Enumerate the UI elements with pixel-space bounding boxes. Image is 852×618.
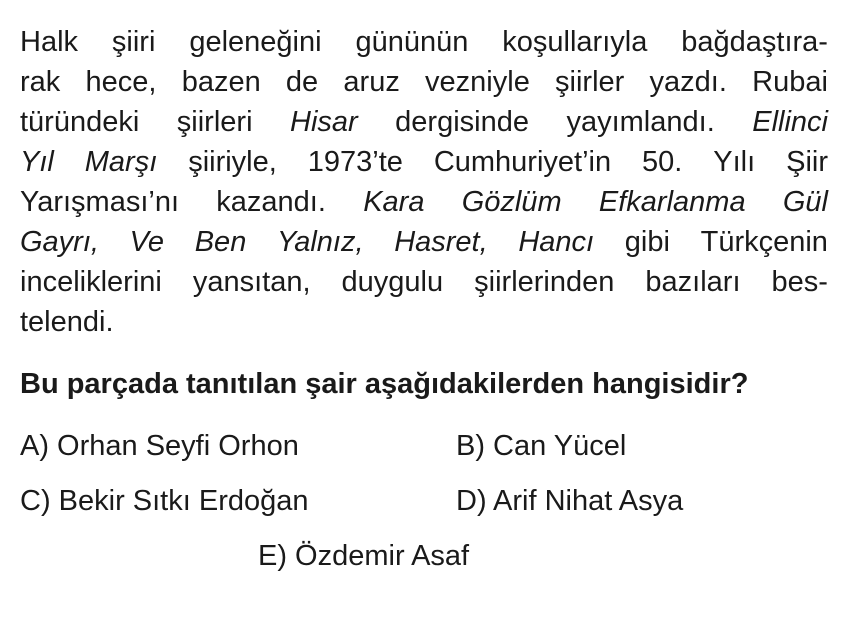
word: hece, — [85, 66, 157, 98]
word: 1973’te — [307, 146, 403, 178]
word: Şiir — [786, 146, 828, 178]
word: Yılı — [713, 146, 756, 178]
italic-word: Gül — [782, 186, 828, 218]
word: geleneğini — [189, 26, 322, 58]
word: bazen — [181, 66, 261, 98]
passage-line — [20, 102, 828, 142]
word: Rubai — [752, 66, 828, 98]
passage-line — [20, 182, 828, 222]
italic-word: Gözlüm — [461, 186, 562, 218]
word: koşullarıyla — [502, 26, 648, 58]
italic-word: Hisar — [290, 106, 358, 138]
italic-word: Hancı — [518, 226, 595, 258]
option-c[interactable]: C) Bekir Sıtkı Erdoğan — [20, 485, 309, 517]
word: dergisinde — [395, 106, 529, 138]
italic-word: Gayrı, — [20, 226, 99, 258]
italic-word: Hasret, — [394, 226, 488, 258]
italic-word: Ellinci — [752, 106, 828, 138]
italic-word: Yıl — [20, 146, 54, 178]
word: telendi. — [20, 306, 114, 338]
word: inceliklerini — [20, 266, 162, 298]
word: duygulu — [341, 266, 444, 298]
word: şiirlerinden — [474, 266, 615, 298]
word: Yarışması’nı — [20, 186, 180, 218]
word: de — [285, 66, 319, 98]
word: şiirler — [555, 66, 625, 98]
word: bağdaştıra- — [681, 26, 828, 58]
option-b[interactable]: B) Can Yücel — [456, 430, 627, 462]
word: Türkçenin — [700, 226, 828, 258]
word: bes- — [771, 266, 828, 298]
word: yansıtan, — [192, 266, 311, 298]
option-a[interactable]: A) Orhan Seyfi Orhon — [20, 430, 299, 462]
italic-word: Ben — [194, 226, 247, 258]
word: Halk — [20, 26, 79, 58]
word: şiiriyle, — [188, 146, 277, 178]
italic-word: Ve — [129, 226, 165, 258]
question-text: Bu parçada tanıtılan şair aşağıdakilerden hangisidir? — [20, 368, 749, 400]
word: bazıları — [645, 266, 741, 298]
word: türündeki — [20, 106, 140, 138]
passage-line — [20, 22, 828, 62]
italic-word: Yalnız, — [277, 226, 364, 258]
word: 50. — [642, 146, 683, 178]
passage-line — [20, 222, 828, 262]
passage-text — [20, 22, 828, 342]
option-d[interactable]: D) Arif Nihat Asya — [456, 485, 684, 517]
word: yazdı. — [649, 66, 727, 98]
word: kazandı. — [216, 186, 326, 218]
italic-word: Efkarlanma — [598, 186, 746, 218]
word: yayımlandı. — [566, 106, 715, 138]
word: vezniyle — [425, 66, 530, 98]
word: Cumhuriyet’in — [433, 146, 612, 178]
word: rak — [20, 66, 61, 98]
word: aruz — [343, 66, 400, 98]
italic-word: Kara — [363, 186, 425, 218]
passage-line — [20, 62, 828, 102]
passage-line — [20, 302, 828, 342]
word: şiiri — [111, 26, 156, 58]
word: şiirleri — [176, 106, 253, 138]
italic-word: Marşı — [84, 146, 158, 178]
word: gününün — [355, 26, 469, 58]
word: gibi — [624, 226, 670, 258]
option-e[interactable]: E) Özdemir Asaf — [258, 540, 470, 572]
passage-line — [20, 262, 828, 302]
passage-line — [20, 142, 828, 182]
